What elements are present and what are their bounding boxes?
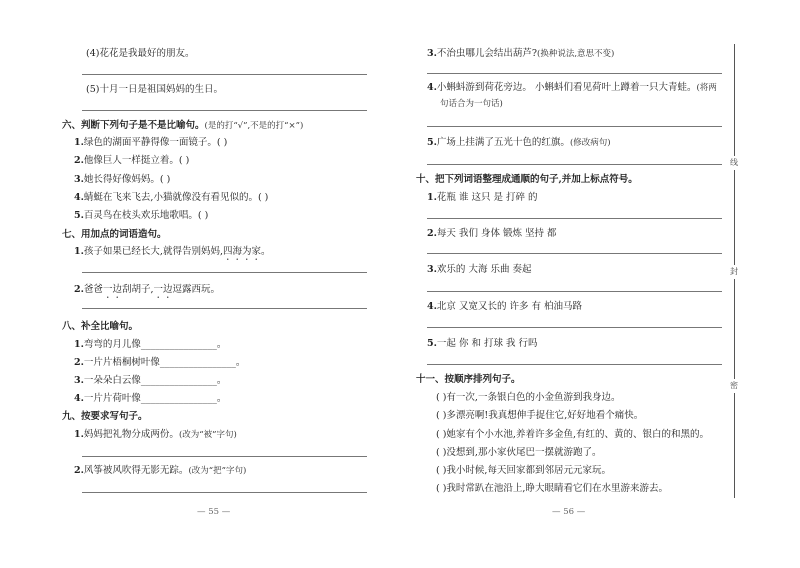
- answer-line[interactable]: [427, 327, 722, 328]
- s8-item: 4.一片片荷叶像________________。: [74, 393, 227, 404]
- s10-item: 3.欢乐的 大海 乐曲 奏起: [427, 264, 532, 275]
- s6-item: 3.她长得好像妈妈。( ): [74, 174, 171, 185]
- s11-item: ( )她家有个小水池,养着许多金鱼,有红的、黄的、银白的和黑的。: [436, 429, 709, 440]
- section-11-title: 十一、按顺序排列句子。: [416, 374, 521, 385]
- answer-line[interactable]: [82, 456, 367, 457]
- s11-item: ( )没想到,那小家伙尾巴一摆就游跑了。: [436, 447, 602, 458]
- s7-item-1: 1.孩子如果已经长大,就得告别妈妈,四海为家。: [74, 246, 271, 257]
- answer-line[interactable]: [82, 110, 367, 111]
- s10-item: 4.北京 又宽又长的 许多 有 柏油马路: [427, 301, 583, 312]
- binding-rule: [734, 44, 735, 156]
- s6-item: 5.百灵鸟在枝头欢乐地歌唱。( ): [74, 210, 209, 221]
- s8-item: 2.一片片梧桐树叶像________________。: [74, 357, 246, 368]
- binding-label-mi: 密: [730, 381, 738, 390]
- section-7-title: 七、用加点的词语造句。: [62, 229, 167, 240]
- answer-line[interactable]: [82, 272, 367, 273]
- answer-line[interactable]: [427, 218, 722, 219]
- s9-item-2: 2.风筝被风吹得无影无踪。(改为“把”字句): [74, 465, 247, 476]
- s6-item: 1.绿色的湖面平静得像一面镜子。( ): [74, 137, 228, 148]
- answer-line[interactable]: [82, 492, 367, 493]
- page-56: [400, 0, 800, 568]
- s10-item: 5.一起 你 和 打球 我 行吗: [427, 338, 538, 349]
- s10-item: 2.每天 我们 身体 锻炼 坚持 都: [427, 228, 557, 239]
- s10-item: 1.花瓶 谁 这只 是 打碎 的: [427, 192, 538, 203]
- s6-item: 4.蜻蜓在飞来飞去,小猫就像没有看见似的。( ): [74, 192, 269, 203]
- q5-item-4: (4)花花是我最好的朋友。: [86, 48, 195, 59]
- q5-item-5: (5)十月一日是祖国妈妈的生日。: [86, 84, 223, 95]
- answer-line[interactable]: [82, 308, 367, 309]
- s9-item-1: 1.妈妈把礼物分成两份。(改为“被”字句): [74, 429, 237, 440]
- section-10-title: 十、把下列词语整理成通顺的句子,并加上标点符号。: [416, 174, 638, 185]
- binding-rule: [734, 279, 735, 379]
- section-6-title: 六、判断下列句子是不是比喻句。(是的打“√”,不是的打“×”): [62, 120, 304, 131]
- r-item-5: 5.广场上挂满了五光十色的红旗。(修改病句): [427, 137, 611, 148]
- page-number: — 56 —: [552, 507, 586, 517]
- answer-line[interactable]: [427, 126, 722, 127]
- r-item-3: 3.不治虫哪儿会结出葫芦?(换种说法,意思不变): [427, 48, 615, 59]
- answer-line[interactable]: [427, 73, 722, 74]
- s7-item-2: 2.爸爸一边刮胡子,一边逗露西玩。: [74, 284, 221, 295]
- binding-rule: [734, 170, 735, 265]
- s6-item: 2.他像巨人一样挺立着。( ): [74, 155, 190, 166]
- s11-item: ( )我时常趴在池沿上,睁大眼睛看它们在水里游来游去。: [436, 483, 668, 494]
- s11-item: ( )有一次,一条银白色的小金鱼游到我身边。: [436, 392, 621, 403]
- binding-rule: [734, 393, 735, 498]
- answer-line[interactable]: [82, 74, 367, 75]
- answer-line[interactable]: [427, 164, 722, 165]
- page-number: — 55 —: [197, 507, 231, 517]
- s11-item: ( )我小时候,每天回家都到邻居元元家玩。: [436, 465, 611, 476]
- binding-label-feng: 封: [730, 267, 738, 276]
- binding-label-xian: 线: [730, 158, 738, 167]
- r-item-4-cont: 句话合为一句话): [440, 99, 503, 109]
- section-8-title: 八、补全比喻句。: [62, 321, 139, 332]
- s11-item: ( )多漂亮啊!我真想伸手捉住它,好好地看个痛快。: [436, 410, 644, 421]
- answer-line[interactable]: [427, 364, 722, 365]
- s8-item: 1.弯弯的月儿像________________。: [74, 339, 227, 350]
- s8-item: 3.一朵朵白云像________________。: [74, 375, 227, 386]
- answer-line[interactable]: [427, 291, 722, 292]
- answer-line[interactable]: [427, 253, 722, 254]
- section-9-title: 九、按要求写句子。: [62, 411, 148, 422]
- r-item-4: 4.小蝌蚪游到荷花旁边。 小蝌蚪们看见荷叶上蹲着一只大青蛙。(将两: [427, 82, 717, 93]
